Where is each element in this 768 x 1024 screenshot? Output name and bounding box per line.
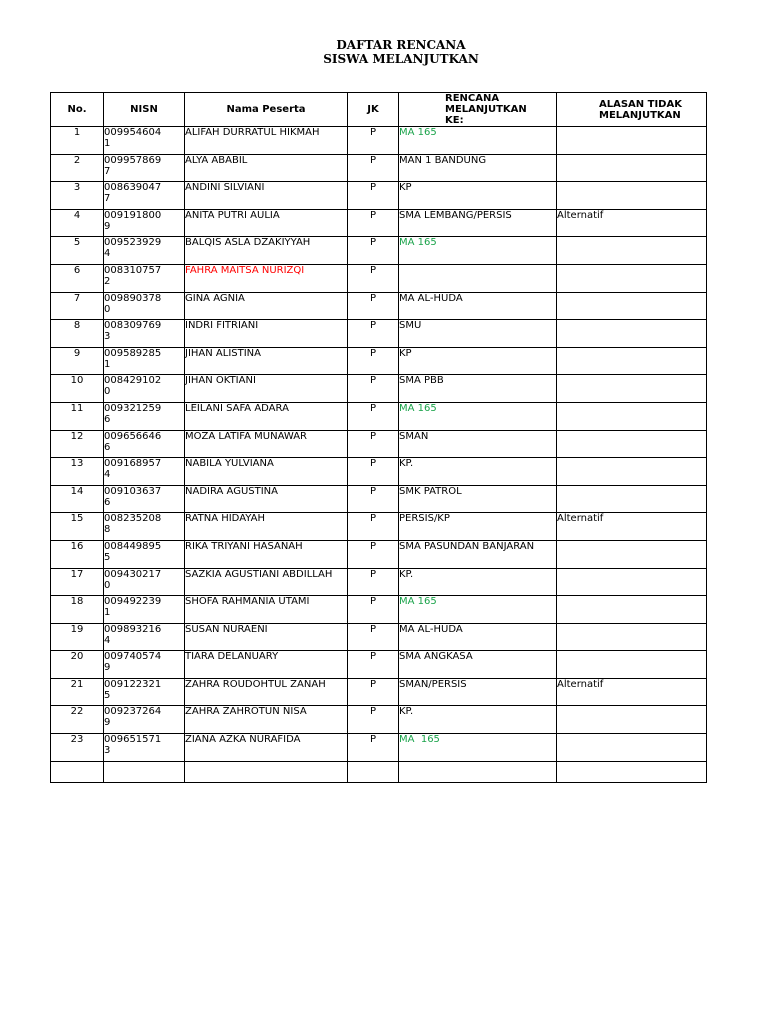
cell-nama-text: SAZKIA AGUSTIANI ABDILLAH [185,568,333,580]
cell-rencana [399,651,557,679]
cell-nama [185,237,348,265]
table-row [51,264,707,292]
cell-no-text: 20 [70,651,84,663]
cell-no [51,347,104,375]
cell-nisn [104,237,185,265]
cell-no [51,430,104,458]
cell-nisn-text: 0099546041 [104,127,162,149]
cell-no [51,154,104,182]
cell-jk-text: P [369,458,377,470]
cell-rencana [399,734,557,762]
cell-no [51,127,104,155]
cell-jk-text: P [369,706,377,718]
cell-nama [185,678,348,706]
cell-nisn-text: 0098932164 [104,623,162,646]
cell-jk [348,678,399,706]
cell-nisn-text: 0097405749 [104,651,162,674]
cell-rencana-text: SMU [399,320,422,332]
cell-rencana [399,264,557,292]
cell-nisn [104,678,185,706]
cell-jk [348,596,399,624]
cell-no-text: 11 [70,402,84,414]
cell-jk-text: P [369,485,377,497]
cell-empty [185,761,348,782]
cell-nama [185,458,348,486]
cell-no [51,320,104,348]
cell-nama-text: JIHAN OKTIANI [185,375,256,387]
table-row [51,375,707,403]
cell-alasan [557,430,707,458]
cell-jk-text: P [369,623,377,635]
cell-nisn-text: 0094922391 [104,596,162,619]
cell-no [51,182,104,210]
cell-nama [185,651,348,679]
cell-no [51,568,104,596]
cell-rencana [399,182,557,210]
cell-alasan [557,513,707,541]
cell-no-text: 8 [73,320,81,332]
student-plan-table [50,92,707,783]
cell-empty [51,761,104,782]
cell-rencana-text: PERSIS/KP [399,513,450,525]
cell-jk-text: P [369,182,377,194]
cell-nama-text: ALYA ABABIL [185,154,248,166]
cell-no [51,513,104,541]
cell-nama-text: INDRI FITRIANI [185,320,259,332]
title-line-1: DAFTAR RENCANA [336,38,466,52]
cell-nisn-text: 0082352088 [104,513,162,536]
cell-alasan [557,209,707,237]
cell-nisn [104,734,185,762]
table-row [51,209,707,237]
cell-rencana [399,706,557,734]
table-row [51,623,707,651]
cell-jk [348,706,399,734]
cell-no-text: 10 [70,375,84,387]
cell-no [51,540,104,568]
cell-empty [557,761,707,782]
table-row [51,127,707,155]
table-row [51,734,707,762]
cell-nisn-text: 0094302170 [104,568,162,591]
cell-rencana-text: SMA PBB [399,375,444,387]
cell-jk-text: P [369,292,377,304]
cell-nisn [104,485,185,513]
cell-nisn [104,596,185,624]
cell-jk-text: P [369,678,377,690]
cell-rencana [399,623,557,651]
cell-nisn-text: 0083107572 [104,264,162,287]
cell-rencana [399,127,557,155]
cell-nama [185,375,348,403]
cell-nisn-text: 0096515713 [104,734,162,757]
table-row [51,237,707,265]
header-nama: Nama Peserta [185,93,348,127]
cell-jk [348,209,399,237]
cell-nisn [104,347,185,375]
cell-nama [185,182,348,210]
table-row [51,651,707,679]
cell-jk [348,485,399,513]
cell-rencana [399,154,557,182]
cell-nama [185,734,348,762]
cell-alasan-text: Alternatif [557,678,604,690]
cell-rencana [399,485,557,513]
table-row [51,596,707,624]
cell-jk [348,347,399,375]
cell-jk-text: P [369,734,377,746]
cell-nisn-text: 0084291020 [104,375,162,398]
cell-alasan [557,264,707,292]
table-row [51,540,707,568]
header-jk: JK [348,93,399,127]
cell-rencana-text: KP [399,347,412,359]
cell-nisn [104,402,185,430]
table-row-empty [51,761,707,782]
cell-alasan-text: Alternatif [557,513,604,525]
cell-no-text: 14 [70,485,84,497]
table-row [51,320,707,348]
cell-nisn-text: 0084498955 [104,540,162,563]
table-row [51,430,707,458]
cell-nama [185,292,348,320]
cell-nisn-text: 0092372649 [104,706,162,729]
cell-alasan [557,458,707,486]
cell-nisn-text: 0095892851 [104,347,162,370]
cell-nisn [104,651,185,679]
cell-nisn [104,540,185,568]
cell-no-text: 21 [70,678,84,690]
cell-no-text: 18 [70,596,84,608]
header-nisn: NISN [104,93,185,127]
cell-no-text: 22 [70,706,84,718]
cell-rencana-text: MA 165 [399,237,437,249]
cell-rencana [399,402,557,430]
cell-jk-text: P [369,375,377,387]
cell-no [51,651,104,679]
table-row [51,292,707,320]
cell-jk [348,734,399,762]
cell-alasan [557,734,707,762]
cell-nama [185,347,348,375]
cell-rencana [399,678,557,706]
cell-nisn [104,568,185,596]
cell-alasan [557,320,707,348]
cell-rencana-text: SMA ANGKASA [399,651,473,663]
cell-nisn-text: 0091918009 [104,209,162,232]
cell-rencana-text: SMK PATROL [399,485,462,497]
cell-rencana-text: MA AL-HUDA [399,292,463,304]
cell-no-text: 12 [70,430,84,442]
cell-rencana [399,347,557,375]
cell-nisn [104,430,185,458]
cell-nama [185,623,348,651]
cell-nisn-text: 0091036376 [104,485,162,508]
cell-nisn-text: 0086390477 [104,182,162,205]
cell-jk-text: P [369,540,377,552]
cell-rencana-text: KP. [399,458,414,470]
cell-jk-text: P [369,209,377,221]
cell-nama [185,596,348,624]
cell-alasan-text: Alternatif [557,209,604,221]
cell-nama-text: TIARA DELANUARY [185,651,279,663]
cell-nama-text: NABILA YULVIANA [185,458,274,470]
cell-alasan [557,596,707,624]
cell-nama-text: MOZA LATIFA MUNAWAR [185,430,307,442]
cell-nisn-text: 0099578697 [104,154,162,177]
cell-nisn-text: 0098903780 [104,292,162,315]
cell-rencana [399,209,557,237]
cell-nisn [104,706,185,734]
cell-nisn [104,209,185,237]
cell-jk [348,540,399,568]
cell-jk [348,375,399,403]
table-row [51,458,707,486]
cell-nisn [104,292,185,320]
cell-jk [348,264,399,292]
cell-no [51,402,104,430]
cell-no [51,209,104,237]
cell-alasan [557,540,707,568]
cell-nisn-text: 0083097693 [104,320,162,343]
cell-jk-text: P [369,651,377,663]
cell-alasan [557,292,707,320]
cell-alasan [557,678,707,706]
cell-nama-text: JIHAN ALISTINA [185,347,262,359]
cell-nisn-text: 0093212596 [104,402,162,425]
cell-alasan [557,623,707,651]
cell-rencana [399,513,557,541]
cell-nisn [104,375,185,403]
cell-jk [348,154,399,182]
cell-alasan [557,485,707,513]
cell-alasan [557,127,707,155]
cell-no-text: 6 [73,264,81,276]
cell-no-text: 4 [73,209,81,221]
cell-no-text: 16 [70,540,84,552]
title-line-2: SISWA MELANJUTKAN [323,52,479,66]
cell-jk [348,430,399,458]
cell-rencana [399,237,557,265]
cell-jk-text: P [369,430,377,442]
table-row [51,513,707,541]
cell-rencana-text: SMA LEMBANG/PERSIS [399,209,512,221]
cell-nama-text: ANDINI SILVIANI [185,182,265,194]
cell-rencana-text: MAN 1 BANDUNG [399,154,487,166]
cell-nama-text: SHOFA RAHMANIA UTAMI [185,596,310,608]
cell-rencana-text: MA AL-HUDA [399,623,463,635]
cell-jk-text: P [369,264,377,276]
cell-jk [348,237,399,265]
table-row [51,568,707,596]
cell-nama-text: ALIFAH DURRATUL HIKMAH [185,127,320,138]
cell-jk-text: P [369,513,377,525]
cell-nama [185,320,348,348]
cell-nisn [104,182,185,210]
cell-rencana [399,540,557,568]
cell-nama-text: NADIRA AGUSTINA [185,485,278,497]
cell-alasan [557,154,707,182]
cell-rencana [399,430,557,458]
cell-nama [185,264,348,292]
cell-nisn [104,264,185,292]
cell-nama [185,485,348,513]
header-no: No. [51,93,104,127]
cell-jk [348,651,399,679]
cell-jk-text: P [369,347,377,359]
cell-no [51,264,104,292]
cell-jk-text: P [369,402,377,414]
cell-empty [348,761,399,782]
cell-jk [348,568,399,596]
table-row [51,485,707,513]
cell-nama [185,209,348,237]
cell-nama [185,154,348,182]
cell-nama-text: LEILANI SAFA ADARA [185,402,289,414]
cell-jk-text: P [369,154,377,166]
cell-no [51,485,104,513]
cell-rencana-text: KP. [399,706,414,718]
cell-nama [185,513,348,541]
cell-jk [348,458,399,486]
cell-nisn [104,154,185,182]
cell-no-text: 19 [70,623,84,635]
cell-nisn [104,513,185,541]
cell-no [51,375,104,403]
cell-alasan [557,651,707,679]
cell-nisn-text: 0091223215 [104,678,162,701]
cell-no-text: 13 [70,458,84,470]
cell-nama [185,540,348,568]
cell-jk-text: P [369,568,377,580]
cell-alasan [557,568,707,596]
cell-no-text: 1 [73,127,81,138]
cell-alasan [557,182,707,210]
cell-no [51,237,104,265]
cell-rencana-text: MA 165 [399,734,440,746]
table-row [51,678,707,706]
cell-nama [185,568,348,596]
cell-alasan [557,237,707,265]
cell-nisn-text: 0096566466 [104,430,162,453]
cell-nama-text: ZAHRA ZAHROTUN NISA [185,706,307,718]
cell-no-text: 15 [70,513,84,525]
table-row [51,347,707,375]
cell-rencana [399,596,557,624]
cell-nama-text: RATNA HIDAYAH [185,513,265,525]
cell-no-text: 23 [70,734,84,746]
header-alasan: ALASAN TIDAK MELANJUTKAN [557,93,707,127]
cell-no [51,292,104,320]
cell-nama [185,430,348,458]
cell-empty [104,761,185,782]
cell-nama-text: SUSAN NURAENI [185,623,268,635]
cell-no-text: 5 [73,237,81,249]
cell-rencana-text: MA 165 [399,127,437,138]
cell-no [51,623,104,651]
cell-jk [348,402,399,430]
cell-nisn-text: 0095239294 [104,237,162,260]
document-title [0,38,768,66]
cell-nama-text: BALQIS ASLA DZAKIYYAH [185,237,311,249]
cell-nisn [104,623,185,651]
cell-nama [185,127,348,155]
cell-rencana-text: SMAN/PERSIS [399,678,467,690]
cell-nama-text: ZAHRA ROUDOHTUL ZANAH [185,678,326,690]
header-rencana: RENCANA MELANJUTKAN KE: [399,93,557,127]
cell-rencana-text: MA 165 [399,402,437,414]
table-row [51,182,707,210]
cell-alasan [557,402,707,430]
cell-nisn [104,127,185,155]
cell-rencana-text: KP. [399,568,414,580]
cell-nama [185,402,348,430]
cell-alasan [557,375,707,403]
cell-rencana [399,292,557,320]
table-row [51,402,707,430]
cell-nama-text: FAHRA MAITSA NURIZQI [185,264,305,276]
cell-nama-text: ZIANA AZKA NURAFIDA [185,734,301,746]
cell-jk [348,623,399,651]
cell-empty [399,761,557,782]
cell-jk [348,513,399,541]
cell-no-text: 9 [73,347,81,359]
table-header-row [51,93,707,127]
cell-nisn [104,458,185,486]
cell-rencana [399,375,557,403]
cell-rencana-text: SMA PASUNDAN BANJARAN [399,540,535,552]
cell-rencana-text: SMAN [399,430,429,442]
cell-no [51,678,104,706]
cell-nama-text: GINA AGNIA [185,292,245,304]
cell-nama [185,706,348,734]
cell-no-text: 3 [73,182,81,194]
cell-jk [348,127,399,155]
cell-jk-text: P [369,237,377,249]
cell-rencana [399,320,557,348]
cell-no [51,596,104,624]
cell-jk [348,182,399,210]
cell-no [51,458,104,486]
cell-alasan [557,347,707,375]
cell-jk [348,292,399,320]
cell-nisn [104,320,185,348]
cell-rencana [399,568,557,596]
cell-no-text: 17 [70,568,84,580]
cell-jk [348,320,399,348]
cell-rencana-text: KP [399,182,412,194]
cell-no-text: 7 [73,292,81,304]
cell-alasan [557,706,707,734]
cell-no-text: 2 [73,154,81,166]
cell-nama-text: ANITA PUTRI AULIA [185,209,280,221]
cell-nisn-text: 0091689574 [104,458,162,481]
cell-rencana-text: MA 165 [399,596,437,608]
cell-jk-text: P [369,127,377,138]
cell-no [51,706,104,734]
cell-nama-text: RIKA TRIYANI HASANAH [185,540,303,552]
cell-rencana [399,458,557,486]
table-row [51,706,707,734]
cell-no [51,734,104,762]
table-row [51,154,707,182]
cell-jk-text: P [369,320,377,332]
cell-jk-text: P [369,596,377,608]
